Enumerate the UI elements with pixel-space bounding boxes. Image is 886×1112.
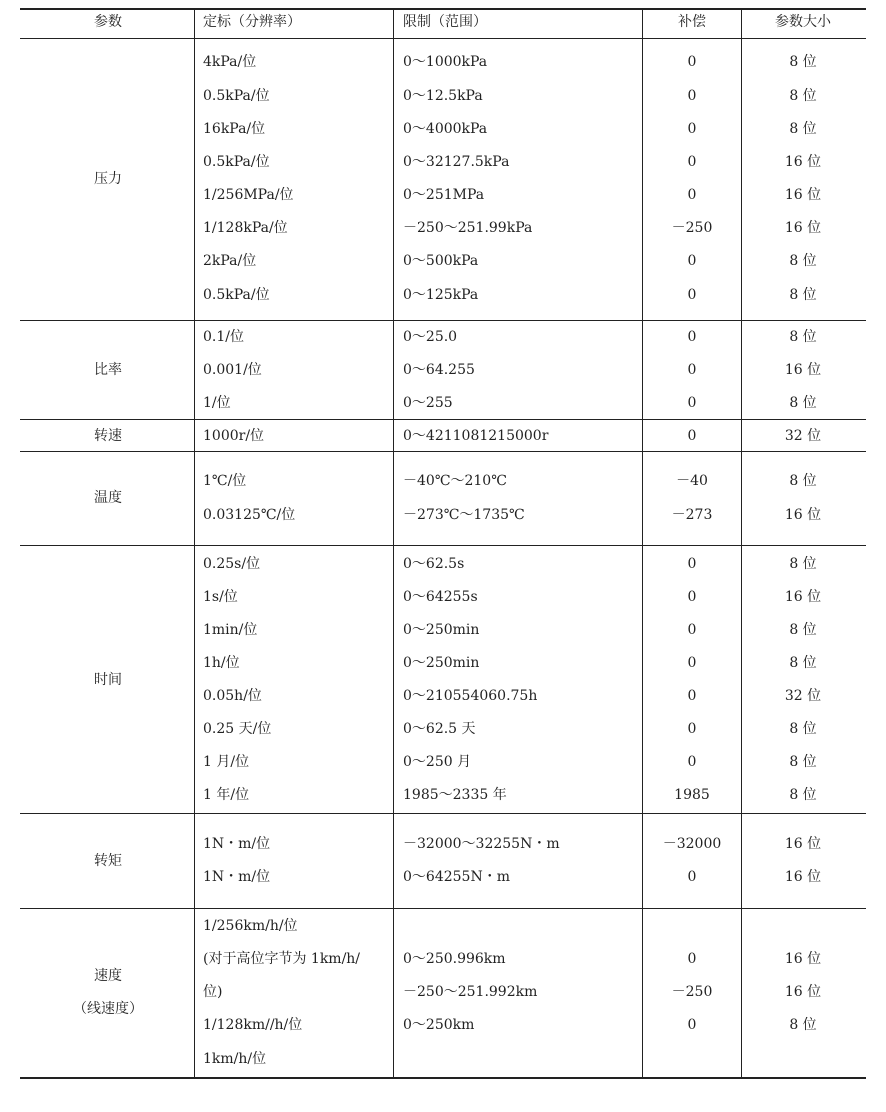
limit-cell: 0～500kPa bbox=[403, 253, 479, 269]
table-rule bbox=[20, 38, 866, 39]
group-name: 转矩 bbox=[94, 853, 122, 869]
offset-cell: 0 bbox=[687, 154, 697, 170]
group-name: 速度 bbox=[94, 968, 122, 984]
scale-cell: 1s/位 bbox=[203, 589, 238, 605]
header-size: 参数大小 bbox=[775, 14, 831, 30]
group-name: （线速度） bbox=[73, 1001, 143, 1017]
limit-cell: 0～12.5kPa bbox=[403, 88, 483, 104]
size-cell: 8 位 bbox=[789, 754, 817, 770]
offset-cell: 0 bbox=[687, 951, 697, 967]
size-cell: 16 位 bbox=[784, 187, 822, 203]
limit-cell: －250～251.99kPa bbox=[403, 220, 533, 236]
size-cell: 16 位 bbox=[784, 589, 822, 605]
table-rule bbox=[20, 545, 866, 546]
limit-cell: －40℃～210℃ bbox=[403, 473, 507, 489]
size-cell: 16 位 bbox=[784, 154, 822, 170]
table-rule bbox=[20, 451, 866, 452]
size-cell: 8 位 bbox=[789, 253, 817, 269]
scale-cell: 1/128km//h/位 bbox=[203, 1017, 303, 1033]
limit-cell: 0～1000kPa bbox=[403, 54, 488, 70]
limit-cell: 0～4211081215000r bbox=[403, 428, 549, 444]
size-cell: 8 位 bbox=[789, 287, 817, 303]
limit-cell: 0～64.255 bbox=[403, 362, 475, 378]
scale-cell: 1min/位 bbox=[203, 622, 258, 638]
group-name: 压力 bbox=[94, 171, 122, 187]
limit-cell: 0～250 月 bbox=[403, 754, 472, 770]
limit-cell: 0～125kPa bbox=[403, 287, 479, 303]
size-cell: 8 位 bbox=[789, 721, 817, 737]
limit-cell: 0～4000kPa bbox=[403, 121, 488, 137]
offset-cell: 0 bbox=[687, 362, 697, 378]
size-cell: 16 位 bbox=[784, 362, 822, 378]
scale-cell: 1h/位 bbox=[203, 655, 240, 671]
limit-cell: 0～210554060.75h bbox=[403, 688, 538, 704]
offset-cell: －250 bbox=[671, 984, 713, 1000]
group-name: 转速 bbox=[94, 428, 122, 444]
limit-cell: 0～32127.5kPa bbox=[403, 154, 510, 170]
scale-cell: (对于高位字节为 1km/h/ bbox=[203, 951, 361, 967]
size-cell: 8 位 bbox=[789, 121, 817, 137]
scale-cell: 0.5kPa/位 bbox=[203, 88, 270, 104]
offset-cell: 1985 bbox=[674, 787, 710, 803]
limit-cell: 0～250min bbox=[403, 622, 480, 638]
limit-cell: 0～62.5 天 bbox=[403, 721, 476, 737]
group-name: 时间 bbox=[94, 672, 122, 688]
size-cell: 8 位 bbox=[789, 88, 817, 104]
scale-cell: 16kPa/位 bbox=[203, 121, 266, 137]
size-cell: 16 位 bbox=[784, 220, 822, 236]
limit-cell: 0～64255s bbox=[403, 589, 478, 605]
offset-cell: 0 bbox=[687, 1017, 697, 1033]
size-cell: 16 位 bbox=[784, 984, 822, 1000]
scale-cell: 1km/h/位 bbox=[203, 1051, 267, 1067]
offset-cell: 0 bbox=[687, 688, 697, 704]
scale-cell: 1 年/位 bbox=[203, 787, 250, 803]
offset-cell: 0 bbox=[687, 869, 697, 885]
column-divider bbox=[194, 8, 195, 1077]
offset-cell: 0 bbox=[687, 428, 697, 444]
offset-cell: 0 bbox=[687, 655, 697, 671]
offset-cell: －273 bbox=[671, 507, 713, 523]
limit-cell: 0～251MPa bbox=[403, 187, 485, 203]
limit-cell: 0～62.5s bbox=[403, 556, 465, 572]
scale-cell: 0.05h/位 bbox=[203, 688, 262, 704]
offset-cell: －32000 bbox=[662, 836, 722, 852]
offset-cell: －40 bbox=[676, 473, 708, 489]
header-param: 参数 bbox=[94, 14, 122, 30]
scale-cell: 0.001/位 bbox=[203, 362, 262, 378]
offset-cell: 0 bbox=[687, 622, 697, 638]
scale-cell: 0.1/位 bbox=[203, 329, 244, 345]
scale-cell: 1N・m/位 bbox=[203, 869, 271, 885]
size-cell: 8 位 bbox=[789, 329, 817, 345]
offset-cell: 0 bbox=[687, 754, 697, 770]
limit-cell: 0～250min bbox=[403, 655, 480, 671]
size-cell: 8 位 bbox=[789, 1017, 817, 1033]
size-cell: 8 位 bbox=[789, 655, 817, 671]
group-name: 比率 bbox=[94, 362, 122, 378]
group-name: 温度 bbox=[94, 490, 122, 506]
size-cell: 8 位 bbox=[789, 54, 817, 70]
limit-cell: 0～64255N・m bbox=[403, 869, 510, 885]
limit-cell: 0～255 bbox=[403, 395, 453, 411]
header-offset: 补偿 bbox=[678, 14, 706, 30]
limit-cell: 1985～2335 年 bbox=[403, 787, 507, 803]
offset-cell: －250 bbox=[671, 220, 713, 236]
column-divider bbox=[393, 8, 394, 1077]
table-rule bbox=[20, 908, 866, 909]
offset-cell: 0 bbox=[687, 556, 697, 572]
scale-cell: 1/位 bbox=[203, 395, 231, 411]
offset-cell: 0 bbox=[687, 253, 697, 269]
scale-cell: 1/256km/h/位 bbox=[203, 918, 298, 934]
scale-cell: 2kPa/位 bbox=[203, 253, 257, 269]
size-cell: 8 位 bbox=[789, 556, 817, 572]
size-cell: 16 位 bbox=[784, 836, 822, 852]
size-cell: 8 位 bbox=[789, 622, 817, 638]
limit-cell: －273℃～1735℃ bbox=[403, 507, 525, 523]
scale-cell: 1 月/位 bbox=[203, 754, 250, 770]
size-cell: 8 位 bbox=[789, 473, 817, 489]
limit-cell: 0～250.996km bbox=[403, 951, 506, 967]
scale-cell: 0.5kPa/位 bbox=[203, 287, 270, 303]
offset-cell: 0 bbox=[687, 187, 697, 203]
table-rule bbox=[20, 1077, 866, 1079]
offset-cell: 0 bbox=[687, 395, 697, 411]
scale-cell: 4kPa/位 bbox=[203, 54, 257, 70]
scale-cell: 1℃/位 bbox=[203, 473, 247, 489]
limit-cell: －32000～32255N・m bbox=[403, 836, 560, 852]
scale-cell: 位) bbox=[203, 984, 223, 1000]
table-rule bbox=[20, 320, 866, 321]
size-cell: 32 位 bbox=[784, 428, 822, 444]
offset-cell: 0 bbox=[687, 121, 697, 137]
offset-cell: 0 bbox=[687, 287, 697, 303]
table-rule bbox=[20, 8, 866, 10]
column-divider bbox=[642, 8, 643, 1077]
offset-cell: 0 bbox=[687, 88, 697, 104]
scale-cell: 1000r/位 bbox=[203, 428, 265, 444]
header-limit: 限制（范围） bbox=[403, 14, 487, 30]
scale-cell: 0.25s/位 bbox=[203, 556, 261, 572]
size-cell: 16 位 bbox=[784, 507, 822, 523]
column-divider bbox=[741, 8, 742, 1077]
scale-cell: 1N・m/位 bbox=[203, 836, 271, 852]
scale-cell: 1/256MPa/位 bbox=[203, 187, 294, 203]
size-cell: 8 位 bbox=[789, 787, 817, 803]
limit-cell: －250～251.992km bbox=[403, 984, 538, 1000]
offset-cell: 0 bbox=[687, 589, 697, 605]
offset-cell: 0 bbox=[687, 721, 697, 737]
offset-cell: 0 bbox=[687, 329, 697, 345]
header-scale: 定标（分辨率） bbox=[203, 14, 301, 30]
limit-cell: 0～25.0 bbox=[403, 329, 458, 345]
size-cell: 32 位 bbox=[784, 688, 822, 704]
offset-cell: 0 bbox=[687, 54, 697, 70]
size-cell: 16 位 bbox=[784, 869, 822, 885]
scale-cell: 0.03125℃/位 bbox=[203, 507, 296, 523]
scale-cell: 1/128kPa/位 bbox=[203, 220, 288, 236]
table-rule bbox=[20, 419, 866, 420]
limit-cell: 0～250km bbox=[403, 1017, 475, 1033]
size-cell: 8 位 bbox=[789, 395, 817, 411]
scale-cell: 0.25 天/位 bbox=[203, 721, 272, 737]
table-rule bbox=[20, 813, 866, 814]
size-cell: 16 位 bbox=[784, 951, 822, 967]
scale-cell: 0.5kPa/位 bbox=[203, 154, 270, 170]
